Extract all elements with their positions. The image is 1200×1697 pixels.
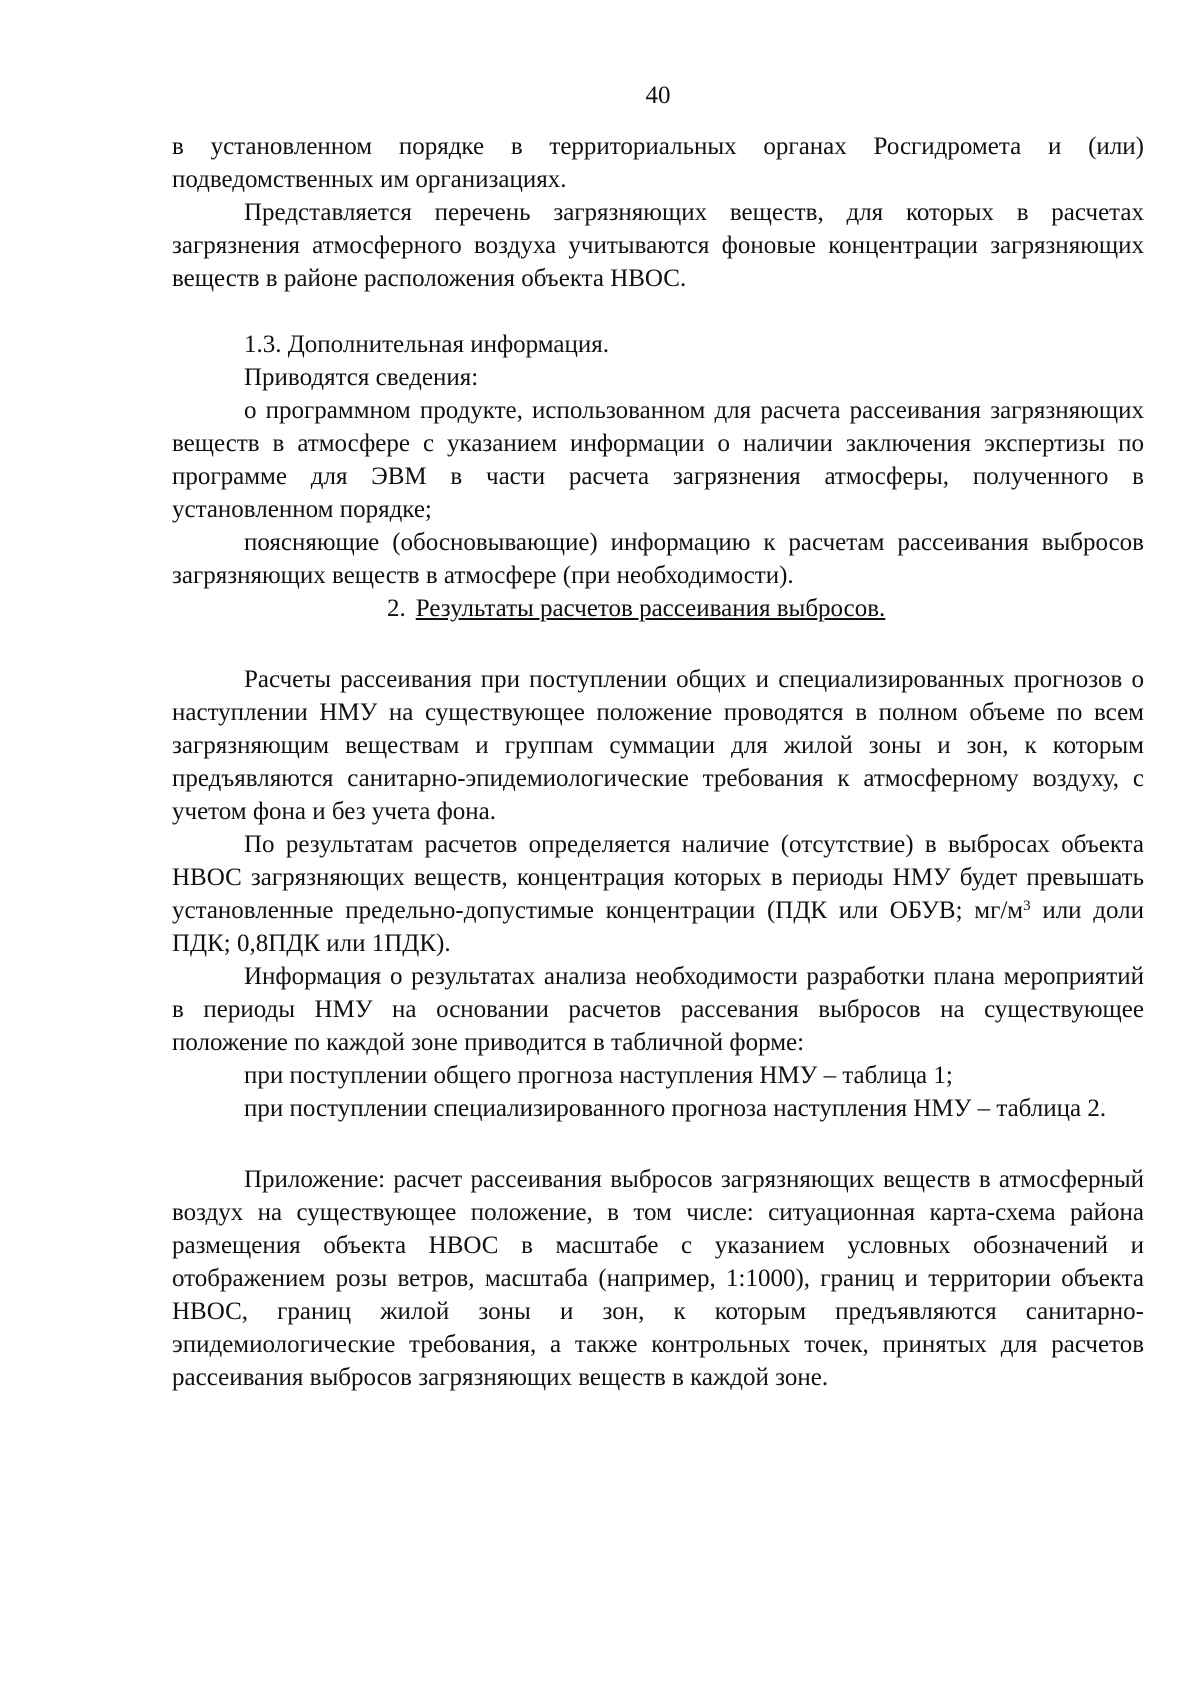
- paragraph-calculation-results: [172, 828, 1144, 960]
- paragraph-table-2: при поступлении специализированного прогноза наступления НМУ – таблица 2.: [244, 1095, 1107, 1122]
- paragraph-background-list: Представляется перечень загрязняющих веществ, для которых в расчетах загрязнения атмосферного воздуха учитываются фоновые концентрации загрязняющих веществ в районе расположения объекта НВОС.: [172, 199, 1144, 292]
- subsection-heading-1-3: 1.3. Дополнительная информация.: [244, 331, 610, 358]
- section-heading-2: [172, 592, 1144, 625]
- paragraph-software-info: о программном продукте, использованном для расчета рассеивания загрязняющих веществ в атмосфере с указанием информации о наличии заключения экспертизы по программе для ЭВМ в части расчета загрязнения атмосферы, полученного в установленном порядке;: [172, 397, 1144, 523]
- document-body: [172, 130, 1144, 1394]
- paragraph-results-tail: или доли ПДК; 0,8ПДК или 1ПДК).: [172, 897, 1145, 957]
- paragraph-info-intro: Приводятся сведения:: [244, 364, 479, 391]
- section-number: 2.: [387, 595, 406, 622]
- paragraph-analysis-info: Информация о результатах анализа необходимости разработки плана мероприятий в периоды НМУ на основании расчетов рассевания выбросов на существующее положение по каждой зоне приводится в табличной форме:: [172, 963, 1144, 1056]
- paragraph-continuation: в установленном порядке в территориальных органах Росгидромета и (или) подведомственных им организациях.: [172, 133, 1144, 193]
- superscript-cubed: 3: [1023, 898, 1031, 914]
- paragraph-explanatory-info: поясняющие (обосновывающие) информацию к расчетам рассеивания выбросов загрязняющих веществ в атмосфере (при необходимости).: [172, 529, 1144, 589]
- page-number: 40: [645, 82, 671, 109]
- paragraph-appendix: Приложение: расчет рассеивания выбросов загрязняющих веществ в атмосферный воздух на существующее положение, в том числе: ситуационная карта-схема района размещения объекта НВОС в масштабе с указанием условных обозначений и отображением розы ветров, масштаба (например, 1:1000), границ и территории объекта НВОС, границ жилой зоны и зон, к которым предъявляются санитарно-эпидемиологические требования, а также контрольных точек, принятых для расчетов рассеивания выбросов загрязняющих веществ в каждой зоне.: [172, 1166, 1144, 1391]
- paragraph-table-1: при поступлении общего прогноза наступления НМУ – таблица 1;: [244, 1062, 953, 1089]
- paragraph-results-text: По результатам расчетов определяется наличие (отсутствие) в выбросах объекта НВОС загрязняющих веществ, концентрация которых в периоды НМУ будет превышать установленные предельно-допустимые концентрации (ПДК или ОБУВ; мг/м: [172, 831, 1144, 924]
- section-title: Результаты расчетов рассеивания выбросов.: [415, 595, 886, 622]
- paragraph-dispersion-calculations: Расчеты рассеивания при поступлении общих и специализированных прогнозов о наступлении НМУ на существующее положение проводятся в полном объеме по всем загрязняющим веществам и группам суммации для жилой зоны и зон, к которым предъявляются санитарно-эпидемиологические требования к атмосферному воздуху, с учетом фона и без учета фона.: [172, 666, 1144, 825]
